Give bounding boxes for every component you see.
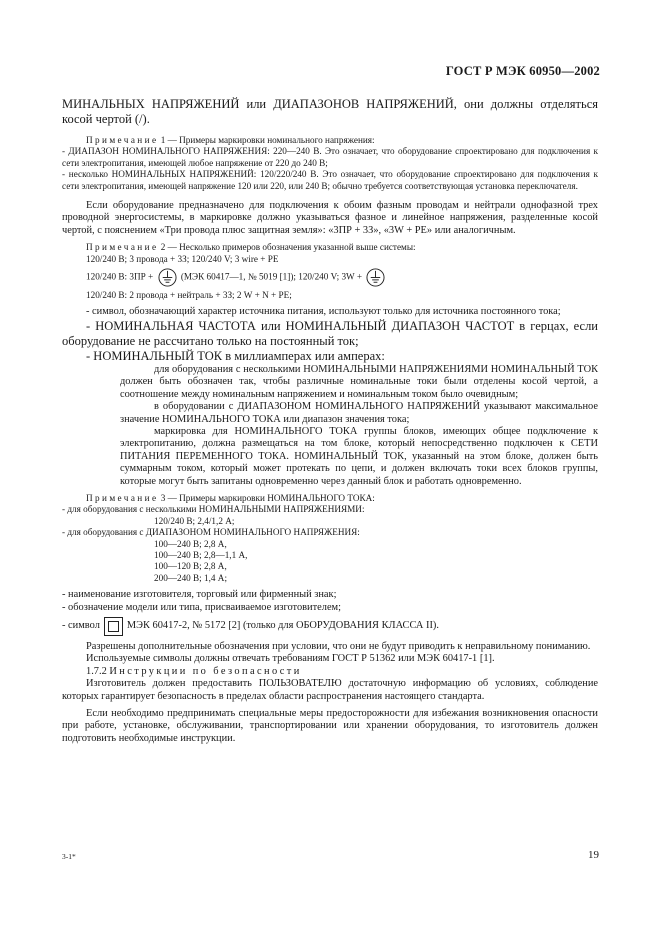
section-number: 1.7.2: [86, 665, 110, 677]
list-item: - обозначение модели или типа, присваиваемое изготовителем;: [62, 601, 342, 613]
note-value: 100—240 В; 2,8 А,: [154, 538, 227, 549]
standard-header: ГОСТ Р МЭК 60950—2002: [445, 64, 600, 78]
note-value: 200—240 В; 1,4 А;: [154, 572, 227, 583]
paragraph: Если оборудование предназначено для подключения к обоим фазным проводам и нейтрали однофазной трех проводной энергосистемы, в маркировке должно указываться фазное и линейное напряжения, разделенные косой чертой, с пояснением «Три провода плюс защитная земля»: «3ПР + 3З», «3W + PE» или аналогичным.: [62, 200, 598, 236]
list-item: - НОМИНАЛЬНАЯ ЧАСТОТА или НОМИНАЛЬНЫЙ ДИАПАЗОН ЧАСТОТ в герцах, если оборудование не рассчитано только на постоянный ток;: [62, 318, 598, 348]
note-heading: 2 — Несколько примеров обозначения указанной выше системы:: [158, 242, 416, 253]
note-heading: 3 — Примеры маркировки НОМИНАЛЬНОГО ТОКА:: [158, 492, 375, 503]
list-item: - НОМИНАЛЬНЫЙ ТОК в миллиамперах или амперах:: [86, 348, 385, 363]
list-text: МЭК 60417-2, № 5172 [2] (только для ОБОРУДОВАНИЯ КЛАССА II).: [126, 620, 439, 632]
page-number: 19: [588, 849, 599, 861]
paragraph: Изготовитель должен предоставить ПОЛЬЗОВАТЕЛЮ достаточную информацию об условиях, соблюдение которых гарантирует безопасность в пределах области распространения настоящего стандарта.: [62, 678, 598, 702]
note-item: - несколько НОМИНАЛЬНЫХ НАПРЯЖЕНИЙ: 120/220/240 В. Это означает, что оборудование спроектировано для подключения к сети электропитания, имеющей напряжение 120 или 220, или 240 В; обычно требуется соответствующая установка переключателя.: [62, 169, 598, 191]
sub-item: маркировка для НОМИНАЛЬНОГО ТОКА группы блоков, имеющих общее подключение к электропитанию, должна размещаться на том блоке, который непосредственно подключен к СЕТИ ПИТАНИЯ ПЕРЕМЕННОГО ТОКА. НОМИНАЛЬНЫЙ ТОК, указанный на этом блоке, должен быть суммарным током, который может протекать по цепи, и должен включать токи всех блоков группы, которые могут быть запитаны одновременно через данный блок и работать одновременно.: [120, 425, 598, 487]
note-line: 120/240 В: 2 провода + нейтраль + 3З; 2 W + N + PE;: [86, 290, 292, 301]
section-title: Инструкции по безопасности: [109, 665, 302, 677]
double-square-icon: [104, 617, 123, 636]
note-label: Примечание: [86, 492, 159, 503]
list-item-with-symbol: [62, 617, 598, 636]
note-text: 120/240 В: 3ПР +: [86, 271, 154, 282]
footer-signature: 3-1*: [62, 852, 76, 861]
sub-item: для оборудования с несколькими НОМИНАЛЬНЫМИ НАПРЯЖЕНИЯМИ НОМИНАЛЬНЫЙ ТОК должен быть обозначен так, чтобы различные номинальные токи были отделены косой чертой, а соотношение между номинальным напряжением и номинальным током было очевидным;: [120, 363, 598, 400]
note-item: - ДИАПАЗОН НОМИНАЛЬНОГО НАПРЯЖЕНИЯ: 220—240 В. Это означает, что оборудование спроектировано для подключения к сети электропитания, имеющей любое напряжение от 220 до 240 В;: [62, 146, 598, 168]
note-item: - для оборудования с ДИАПАЗОНОМ НОМИНАЛЬНОГО НАПРЯЖЕНИЯ:: [62, 527, 360, 538]
note-label: Примечание: [86, 242, 159, 253]
protective-earth-icon: [158, 268, 177, 287]
note-label: Примечание: [86, 135, 159, 145]
paragraph: Разрешены дополнительные обозначения при условии, что они не будут приводить к неправильному пониманию.: [86, 641, 591, 652]
note-value: 120/240 В; 2,4/1,2 А;: [154, 515, 235, 526]
note-value: 100—240 В; 2,8—1,1 А,: [154, 549, 248, 560]
note-line-with-symbols: [62, 268, 598, 287]
paragraph: Используемые символы должны отвечать требованиям ГОСТ Р 51362 или МЭК 60417-1 [1].: [86, 653, 495, 665]
note-1: [62, 135, 598, 192]
list-item: - символ, обозначающий характер источника питания, используют только для источника постоянного тока;: [86, 306, 561, 318]
note-2: [62, 242, 598, 301]
note-text: (МЭК 60417—1, № 5019 [1]); 120/240 V; 3W +: [180, 271, 363, 282]
note-heading: 1 — Примеры маркировки номинального напряжения:: [158, 135, 375, 145]
paragraph: Если необходимо предпринимать специальные меры предосторожности для избежания возникновения опасности при работе, установке, обслуживании, транспортировании или хранении оборудования, то изготовитель должен подготовить необходимые инструкции.: [62, 708, 598, 744]
note-3: [62, 493, 598, 584]
note-item: - для оборудования с несколькими НОМИНАЛЬНЫМИ НАПРЯЖЕНИЯМИ:: [62, 504, 365, 515]
page-body: [62, 97, 598, 745]
list-item: - наименование изготовителя, торговый или фирменный знак;: [62, 589, 337, 601]
list-text: - символ: [62, 620, 100, 632]
note-value: 100—120 В; 2,8 А,: [154, 561, 227, 572]
note-line: 120/240 В; 3 провода + 3З; 120/240 V; 3 wire + PE: [86, 253, 279, 264]
paragraph-continuation: МИНАЛЬНЫХ НАПРЯЖЕНИЙ или ДИАПАЗОНОВ НАПРЯЖЕНИЙ, они должны отделяться косой чертой (/).: [62, 97, 598, 126]
sub-item: в оборудовании с ДИАПАЗОНОМ НОМИНАЛЬНОГО НАПРЯЖЕНИЙ указывают максимальное значение НОМИНАЛЬНОГО ТОКА или диапазон значения тока;: [120, 401, 598, 425]
section-heading: [62, 666, 598, 678]
protective-earth-icon: [366, 268, 385, 287]
